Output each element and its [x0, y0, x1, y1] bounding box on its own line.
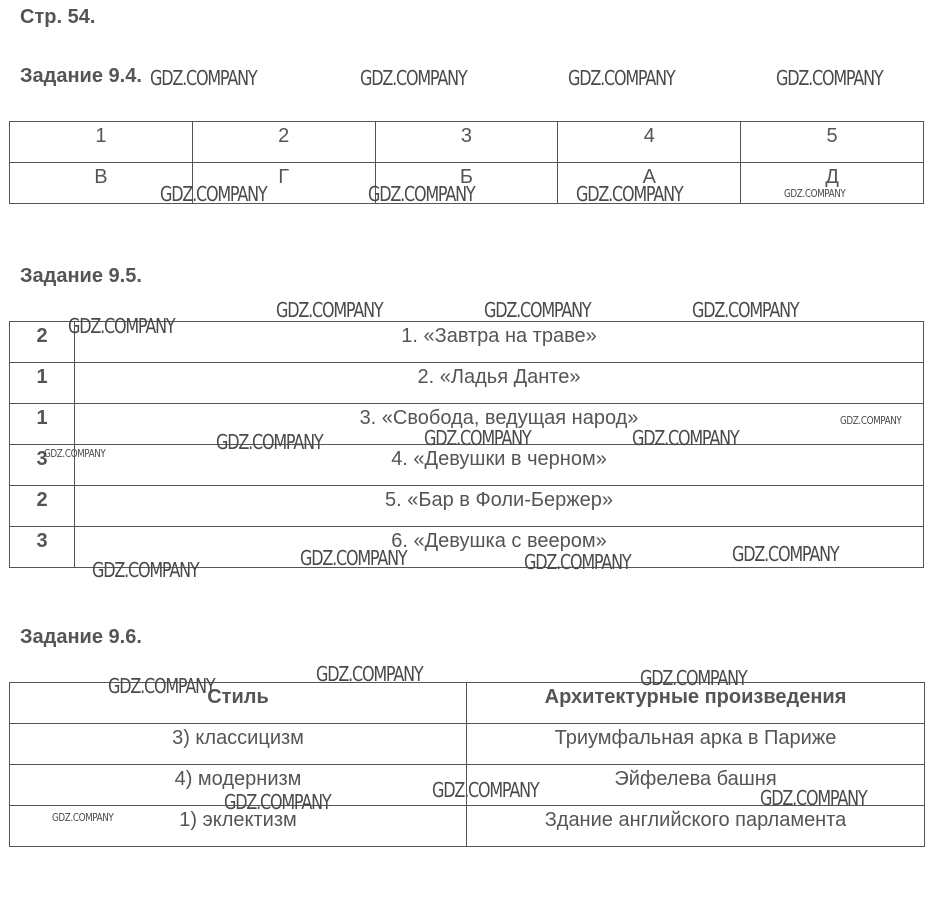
- watermark: GDZ.COMPANY: [160, 182, 267, 206]
- work-cell: Здание английского парламента: [467, 806, 925, 847]
- watermark: GDZ.COMPANY: [484, 298, 591, 322]
- watermark: GDZ.COMPANY: [300, 546, 407, 570]
- header-cell: 4: [558, 122, 741, 163]
- watermark: GDZ.COMPANY: [424, 426, 531, 450]
- table-row: [10, 163, 924, 204]
- style-cell: 4) модернизм: [10, 765, 467, 806]
- column-header-style: Стиль: [10, 683, 467, 724]
- painting-title: 5. «Бар в Фоли-Бержер»: [75, 486, 924, 527]
- watermark: GDZ.COMPANY: [640, 666, 747, 690]
- watermark: GDZ.COMPANY: [52, 811, 114, 824]
- watermark: GDZ.COMPANY: [316, 662, 423, 686]
- work-cell: Эйфелева башня: [467, 765, 925, 806]
- task-9-4-table: [9, 121, 924, 204]
- row-number: 2: [10, 486, 75, 527]
- painting-title: 6. «Девушка с веером»: [75, 527, 924, 568]
- painting-title: 2. «Ладья Данте»: [75, 363, 924, 404]
- row-number: 1: [10, 404, 75, 445]
- watermark: GDZ.COMPANY: [692, 298, 799, 322]
- row-number: 1: [10, 363, 75, 404]
- task-9-6-title: Задание 9.6.: [20, 626, 142, 648]
- task-9-5-title: Задание 9.5.: [20, 265, 142, 287]
- task-9-5-table: [9, 321, 924, 568]
- watermark: GDZ.COMPANY: [760, 786, 867, 810]
- watermark: GDZ.COMPANY: [432, 778, 539, 802]
- row-number: 2: [10, 322, 75, 363]
- table-row: [10, 322, 924, 363]
- style-cell: 1) эклектизм: [10, 806, 467, 847]
- watermark: GDZ.COMPANY: [68, 314, 175, 338]
- watermark: GDZ.COMPANY: [632, 426, 739, 450]
- watermark: GDZ.COMPANY: [360, 66, 467, 90]
- watermark: GDZ.COMPANY: [224, 790, 331, 814]
- header-cell: 2: [192, 122, 375, 163]
- watermark: GDZ.COMPANY: [92, 558, 199, 582]
- task-9-4-title: Задание 9.4.: [20, 65, 142, 87]
- style-cell: 3) классицизм: [10, 724, 467, 765]
- header-cell: 3: [375, 122, 558, 163]
- table-row: [10, 486, 924, 527]
- answer-cell: А: [558, 163, 741, 204]
- table-row: [10, 363, 924, 404]
- watermark: GDZ.COMPANY: [576, 182, 683, 206]
- row-number: 3: [10, 445, 75, 486]
- watermark: GDZ.COMPANY: [732, 542, 839, 566]
- table-row: [10, 683, 925, 724]
- watermark: GDZ.COMPANY: [44, 447, 106, 460]
- watermark: GDZ.COMPANY: [276, 298, 383, 322]
- watermark: GDZ.COMPANY: [840, 414, 902, 427]
- watermark: GDZ.COMPANY: [368, 182, 475, 206]
- painting-title: 1. «Завтра на траве»: [75, 322, 924, 363]
- painting-title: 4. «Девушки в черном»: [75, 445, 924, 486]
- row-number: 3: [10, 527, 75, 568]
- table-row: [10, 445, 924, 486]
- header-cell: 5: [741, 122, 924, 163]
- watermark: GDZ.COMPANY: [568, 66, 675, 90]
- table-row: [10, 765, 925, 806]
- answer-cell: В: [10, 163, 193, 204]
- watermark: GDZ.COMPANY: [776, 66, 883, 90]
- watermark: GDZ.COMPANY: [108, 674, 215, 698]
- work-cell: Триумфальная арка в Париже: [467, 724, 925, 765]
- page-label: Стр. 54.: [20, 6, 96, 28]
- answer-cell: Б: [375, 163, 558, 204]
- table-row: [10, 527, 924, 568]
- watermark: GDZ.COMPANY: [524, 550, 631, 574]
- task-9-6-table: [9, 682, 925, 847]
- column-header-works: Архитектурные произведения: [467, 683, 925, 724]
- answer-cell: Д: [741, 163, 924, 204]
- watermark: GDZ.COMPANY: [216, 430, 323, 454]
- table-row: [10, 806, 925, 847]
- table-row: [10, 724, 925, 765]
- answer-cell: Г: [192, 163, 375, 204]
- header-cell: 1: [10, 122, 193, 163]
- watermark: GDZ.COMPANY: [784, 187, 846, 200]
- table-row: [10, 404, 924, 445]
- painting-title: 3. «Свобода, ведущая народ»: [75, 404, 924, 445]
- watermark: GDZ.COMPANY: [150, 66, 257, 90]
- table-row: [10, 122, 924, 163]
